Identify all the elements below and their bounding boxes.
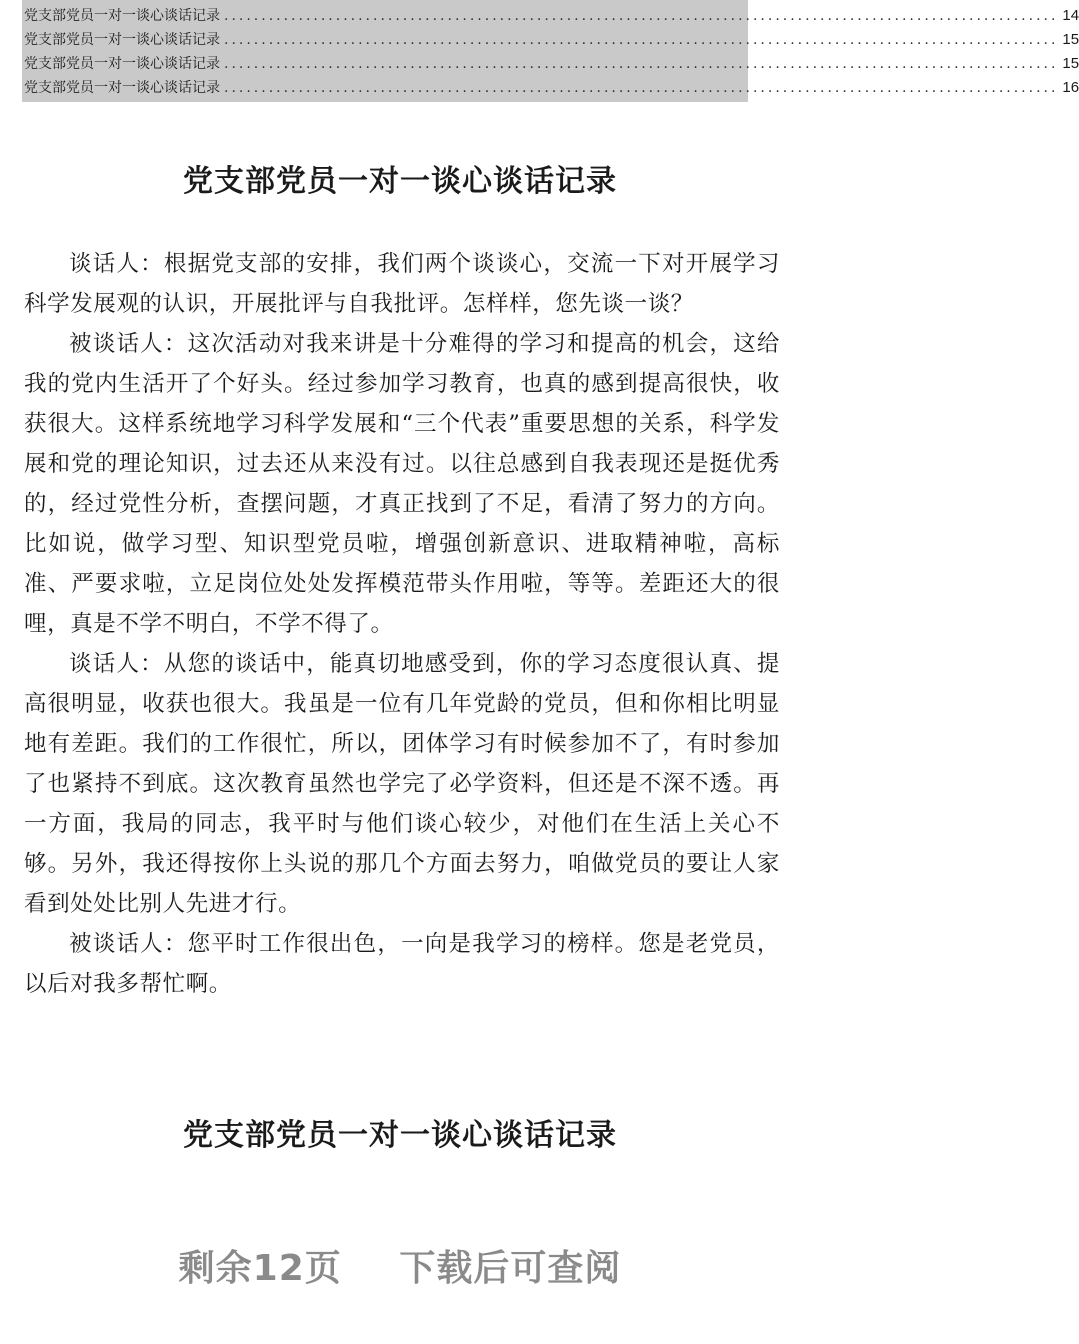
remaining-pages-label: 剩余12页 xyxy=(178,1248,342,1289)
paragraph: 谈话人：从您的谈话中，能真切地感受到，你的学习态度很认真、提高很明显，收获也很大。我虽是一位有几年党龄的党员，但和你相比明显地有差距。我们的工作很忙，所以，团体学习有时候参加不了，有时参加了也紧持不到底。这次教育虽然也学完了必学资料，但还是不深不透。再一方面，我局的同志，我平时与他们谈心较少，对他们在生活上关心不够。另外，我还得按你上头说的那几个方面去努力，咱做党员的要让人家看到处处比别人先进才行。 xyxy=(24,651,780,917)
toc-entry[interactable] xyxy=(22,4,1079,28)
toc-entry[interactable] xyxy=(22,76,1079,100)
toc-entry-title: 党支部党员一对一谈心谈话记录 xyxy=(24,32,220,48)
toc-entry[interactable] xyxy=(22,28,1079,52)
section-title: 党支部党员一对一谈心谈话记录 xyxy=(183,164,617,199)
toc-entry-page: 14 xyxy=(1062,7,1079,24)
toc-entry-page: 15 xyxy=(1062,55,1079,72)
paragraph: 被谈话人：这次活动对我来讲是十分难得的学习和提高的机会，这给我的党内生活开了个好头。经过参加学习教育，也真的感到提高很快，收获很大。这样系统地学习科学发展和“三个代表”重要思想的关系，科学发展和党的理论知识，过去还从来没有过。以往总感到自我表现还是挺优秀的，经过党性分析，查摆问题，才真正找到了不足，看清了努力的方向。比如说，做学习型、知识型党员啦，增强创新意识、进取精神啦，高标准、严要求啦，立足岗位处处发挥模范带头作用啦，等等。差距还大的很哩，真是不学不明白，不学不得了。 xyxy=(24,331,780,637)
toc-entry[interactable] xyxy=(22,52,1079,76)
toc-entry-title: 党支部党员一对一谈心谈话记录 xyxy=(24,80,220,96)
paragraph: 被谈话人：您平时工作很出色，一向是我学习的榜样。您是老党员，以后对我多帮忙啊。 xyxy=(24,931,780,997)
toc-entry-title: 党支部党员一对一谈心谈话记录 xyxy=(24,8,220,24)
download-hint-label: 下载后可查阅 xyxy=(399,1248,622,1289)
next-section-title: 党支部党员一对一谈心谈话记录 xyxy=(183,1118,617,1153)
table-of-contents xyxy=(22,0,1079,102)
toc-leader-dots: ................................................................................................................ xyxy=(224,32,1059,48)
toc-leader-dots: ................................................................................................................ xyxy=(224,80,1059,96)
toc-entry-page: 16 xyxy=(1062,79,1079,96)
document-body xyxy=(24,244,780,1004)
toc-leader-dots: ................................................................................................................ xyxy=(224,56,1059,72)
toc-entry-page: 15 xyxy=(1062,31,1079,48)
toc-leader-dots: ................................................................................................................ xyxy=(224,8,1059,24)
remaining-pages-banner[interactable] xyxy=(0,1240,800,1291)
paragraph: 谈话人：根据党支部的安排，我们两个谈谈心，交流一下对开展学习科学发展观的认识，开展批评与自我批评。怎样样，您先谈一谈？ xyxy=(24,251,780,317)
toc-entry-title: 党支部党员一对一谈心谈话记录 xyxy=(24,56,220,72)
